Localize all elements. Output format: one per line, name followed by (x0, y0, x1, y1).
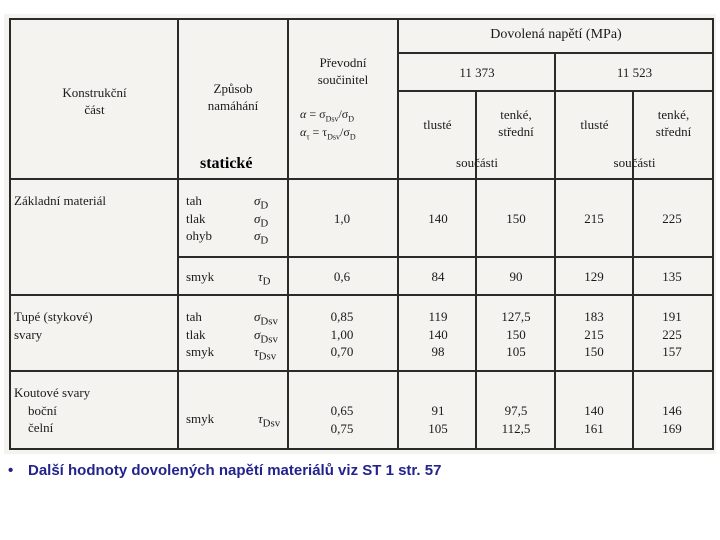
divider-h-shear (177, 256, 713, 258)
row-basic-v3: 215 (584, 211, 604, 226)
table-border-bottom (9, 448, 713, 450)
header-thick-b: tlusté (580, 117, 609, 132)
header-thin-b: tenké, střední (655, 107, 692, 139)
header-thick-a: tlusté (423, 117, 452, 132)
header-allowed-stress: Dovolená napětí (MPa) (490, 27, 622, 42)
table-border-left (9, 18, 11, 450)
row-basic-v1: 140 (428, 211, 448, 226)
header-load-type: Způsob namáhání (207, 81, 259, 113)
divider-h-mpa (397, 52, 713, 54)
row-basic-label: Základní materiál (14, 193, 107, 208)
row-shear-coef: 0,6 (333, 269, 351, 284)
header-steel-11523: 11 523 (616, 65, 653, 80)
row-basic-loads: tah tlak ohyb (186, 193, 212, 243)
table-border-right (712, 18, 714, 450)
divider-v5 (554, 52, 556, 450)
bullet-icon: • (8, 462, 14, 479)
divider-h-butt (9, 294, 713, 296)
row-butt-c3: 183 215 150 (584, 309, 604, 359)
row-shear-load: smyk (186, 269, 215, 284)
divider-h-steel (397, 90, 713, 92)
row-butt-symbols: $\sigma_{Dsv}$ $\sigma_{Dsv}$ $\tau_{Dsv}$ (254, 309, 278, 363)
row-fillet-c1: 91 105 (428, 403, 448, 436)
row-shear-v2: 90 (509, 269, 523, 284)
row-shear-v4: 135 (662, 269, 682, 284)
divider-h-fillet (9, 370, 713, 372)
footnote-text: Další hodnoty dovolených napětí materiálů viz ST 1 str. 57 (28, 462, 442, 479)
scanned-table (4, 14, 716, 454)
header-parts-b: součásti (613, 155, 656, 170)
row-butt-c4: 191 225 157 (662, 309, 682, 359)
row-fillet-c4: 146 169 (662, 403, 682, 436)
divider-v6 (632, 90, 634, 450)
row-fillet-c2: 97,5 112,5 (501, 403, 531, 436)
row-basic-v4: 225 (662, 211, 682, 226)
row-shear-v1: 84 (431, 269, 445, 284)
row-fillet-c3: 140 161 (584, 403, 604, 436)
divider-v3 (397, 18, 399, 450)
row-butt-c1: 119 140 98 (428, 309, 448, 359)
footnote (8, 462, 441, 479)
divider-v1 (177, 18, 179, 450)
row-butt-loads: tah tlak smyk (186, 309, 215, 359)
header-conversion-factor: Převodní součinitel (317, 55, 369, 87)
row-butt-c2: 127,5 150 105 (501, 309, 531, 359)
formula-alpha-tau: $\alpha_\tau = \tau_{Dsv}/\sigma_D$ (300, 125, 356, 142)
row-fillet-symbol: $\tau_{Dsv}$ (258, 411, 281, 430)
header-steel-11373: 11 373 (459, 65, 495, 80)
table-border-top (9, 18, 713, 20)
header-structural-part: Konstrukční část (62, 85, 127, 117)
header-parts-a: součásti (456, 155, 498, 170)
row-fillet-label: Koutové svary boční čelní (14, 385, 91, 435)
row-butt-label: Tupé (stykové) svary (14, 309, 93, 342)
row-basic-symbols: $\sigma_D$ $\sigma_D$ $\sigma_D$ (254, 193, 269, 247)
static-label: statické (200, 155, 253, 172)
row-fillet-load: smyk (186, 411, 215, 426)
divider-h-header (9, 178, 713, 180)
header-thin-a: tenké, střední (498, 107, 534, 139)
row-basic-v2: 150 (506, 211, 526, 226)
row-fillet-coefs: 0,65 0,75 (330, 403, 354, 436)
divider-v4 (475, 90, 477, 450)
row-basic-coef: 1,0 (333, 211, 351, 226)
row-shear-symbol: $\tau_D$ (258, 269, 271, 288)
divider-v2 (287, 18, 289, 450)
formula-alpha: $\alpha = \sigma_{Dsv}/\sigma_D$ (300, 107, 355, 124)
row-butt-coefs: 0,85 1,00 0,70 (330, 309, 354, 359)
row-shear-v3: 129 (584, 269, 604, 284)
